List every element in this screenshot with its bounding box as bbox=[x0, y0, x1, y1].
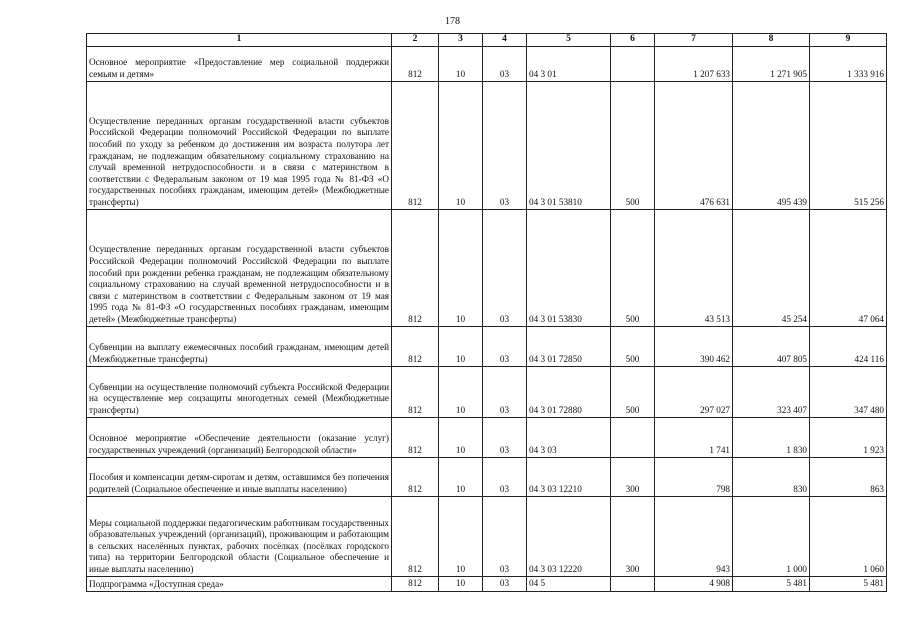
cell-subsection: 03 bbox=[483, 576, 527, 591]
cell-amount-year3: 5 481 bbox=[810, 576, 887, 591]
cell-amount-year2: 1 830 bbox=[733, 417, 810, 457]
row-description: Основное мероприятие «Предоставление мер социальной поддержки семьям и детям» bbox=[87, 46, 392, 81]
cell-section: 10 bbox=[439, 81, 483, 209]
cell-expense-type: 500 bbox=[611, 81, 655, 209]
cell-expense-type: 500 bbox=[611, 326, 655, 366]
cell-ministry-code: 812 bbox=[392, 209, 439, 326]
row-description: Субвенции на выплату ежемесячных пособий гражданам, имеющим детей (Межбюджетные трансферты) bbox=[87, 326, 392, 366]
cell-target-article: 04 3 01 72880 bbox=[527, 366, 611, 417]
cell-amount-year3: 47 064 bbox=[810, 209, 887, 326]
cell-ministry-code: 812 bbox=[392, 576, 439, 591]
cell-ministry-code: 812 bbox=[392, 46, 439, 81]
row-description: Субвенции на осуществление полномочий субъекта Российской Федерации на осуществление мер соцзащиты многодетных семей (Межбюджетные трансферты) bbox=[87, 366, 392, 417]
budget-table bbox=[86, 33, 887, 592]
cell-subsection: 03 bbox=[483, 496, 527, 576]
row-description: Подпрограмма «Доступная среда» bbox=[87, 576, 392, 591]
cell-expense-type: 300 bbox=[611, 496, 655, 576]
column-header: 7 bbox=[655, 34, 733, 47]
table-row bbox=[87, 417, 887, 457]
cell-expense-type bbox=[611, 46, 655, 81]
cell-ministry-code: 812 bbox=[392, 326, 439, 366]
column-header: 8 bbox=[733, 34, 810, 47]
cell-expense-type: 500 bbox=[611, 209, 655, 326]
cell-section: 10 bbox=[439, 366, 483, 417]
cell-amount-year3: 1 923 bbox=[810, 417, 887, 457]
cell-subsection: 03 bbox=[483, 457, 527, 496]
cell-amount-year3: 863 bbox=[810, 457, 887, 496]
cell-amount-year1: 43 513 bbox=[655, 209, 733, 326]
cell-amount-year1: 798 bbox=[655, 457, 733, 496]
cell-amount-year2: 830 bbox=[733, 457, 810, 496]
cell-section: 10 bbox=[439, 209, 483, 326]
cell-amount-year3: 1 333 916 bbox=[810, 46, 887, 81]
cell-subsection: 03 bbox=[483, 46, 527, 81]
cell-expense-type: 500 bbox=[611, 366, 655, 417]
row-description: Пособия и компенсации детям-сиротам и детям, оставшимся без попечения родителей (Социальное обеспечение и иные выплаты населению) bbox=[87, 457, 392, 496]
table-row bbox=[87, 366, 887, 417]
row-description: Меры социальной поддержки педагогическим работникам государственных образовательных учреждений (организаций), проживающим и работающим в сельских населённых пунктах, рабочих посёлках (посёлках городского типа) на территории Белгородской области (Социальное обеспечение и иные выплаты населению) bbox=[87, 496, 392, 576]
table-row bbox=[87, 209, 887, 326]
cell-expense-type bbox=[611, 576, 655, 591]
table-row bbox=[87, 46, 887, 81]
cell-subsection: 03 bbox=[483, 326, 527, 366]
cell-amount-year1: 476 631 bbox=[655, 81, 733, 209]
cell-amount-year3: 1 060 bbox=[810, 496, 887, 576]
cell-amount-year2: 495 439 bbox=[733, 81, 810, 209]
cell-amount-year2: 5 481 bbox=[733, 576, 810, 591]
cell-ministry-code: 812 bbox=[392, 496, 439, 576]
cell-target-article: 04 3 03 bbox=[527, 417, 611, 457]
cell-amount-year3: 515 256 bbox=[810, 81, 887, 209]
row-description: Осуществление переданных органам государственной власти субъектов Российской Федерации полномочий Российской Федерации по выплате пособий при рождении ребенка гражданам, не подлежащим обязательному социальному страхованию на случай временной нетрудоспособности и в связи с материнством в соответствии с Федеральным законом от 19 мая 1995 года № 81-ФЗ «О государственных пособиях гражданам, имеющим детей» (Межбюджетные трансферты) bbox=[87, 209, 392, 326]
cell-amount-year2: 1 000 bbox=[733, 496, 810, 576]
cell-ministry-code: 812 bbox=[392, 417, 439, 457]
cell-section: 10 bbox=[439, 496, 483, 576]
cell-section: 10 bbox=[439, 457, 483, 496]
cell-subsection: 03 bbox=[483, 417, 527, 457]
cell-amount-year2: 407 805 bbox=[733, 326, 810, 366]
cell-amount-year1: 1 207 633 bbox=[655, 46, 733, 81]
cell-subsection: 03 bbox=[483, 209, 527, 326]
header-row bbox=[87, 34, 887, 47]
cell-target-article: 04 3 01 53810 bbox=[527, 81, 611, 209]
column-header: 9 bbox=[810, 34, 887, 47]
cell-section: 10 bbox=[439, 576, 483, 591]
cell-amount-year3: 424 116 bbox=[810, 326, 887, 366]
cell-amount-year1: 390 462 bbox=[655, 326, 733, 366]
table-row bbox=[87, 81, 887, 209]
cell-amount-year2: 323 407 bbox=[733, 366, 810, 417]
cell-target-article: 04 3 03 12220 bbox=[527, 496, 611, 576]
cell-target-article: 04 3 01 53830 bbox=[527, 209, 611, 326]
cell-section: 10 bbox=[439, 46, 483, 81]
cell-section: 10 bbox=[439, 326, 483, 366]
cell-expense-type: 300 bbox=[611, 457, 655, 496]
cell-amount-year1: 297 027 bbox=[655, 366, 733, 417]
column-header: 4 bbox=[483, 34, 527, 47]
cell-target-article: 04 3 01 bbox=[527, 46, 611, 81]
column-header: 1 bbox=[87, 34, 392, 47]
cell-ministry-code: 812 bbox=[392, 81, 439, 209]
column-header: 2 bbox=[392, 34, 439, 47]
table-row bbox=[87, 496, 887, 576]
cell-amount-year1: 4 908 bbox=[655, 576, 733, 591]
cell-target-article: 04 3 01 72850 bbox=[527, 326, 611, 366]
cell-target-article: 04 3 03 12210 bbox=[527, 457, 611, 496]
cell-ministry-code: 812 bbox=[392, 366, 439, 417]
cell-amount-year2: 45 254 bbox=[733, 209, 810, 326]
cell-amount-year1: 1 741 bbox=[655, 417, 733, 457]
cell-amount-year1: 943 bbox=[655, 496, 733, 576]
cell-target-article: 04 5 bbox=[527, 576, 611, 591]
column-header: 6 bbox=[611, 34, 655, 47]
cell-subsection: 03 bbox=[483, 81, 527, 209]
cell-section: 10 bbox=[439, 417, 483, 457]
column-header: 3 bbox=[439, 34, 483, 47]
row-description: Осуществление переданных органам государственной власти субъектов Российской Федерации полномочий Российской Федерации по выплате пособий по уходу за ребенком до достижения им возраста полутора лет гражданам, не подлежащим обязательному социальному страхованию на случай временной нетрудоспособности и в связи с материнством в соответствии с Федеральным законом от 19 мая 1995 года № 81-ФЗ «О государственных пособиях гражданам, имеющим детей» (Межбюджетные трансферты) bbox=[87, 81, 392, 209]
table-row bbox=[87, 576, 887, 591]
cell-expense-type bbox=[611, 417, 655, 457]
cell-amount-year2: 1 271 905 bbox=[733, 46, 810, 81]
page-number: 178 bbox=[445, 16, 460, 27]
column-header: 5 bbox=[527, 34, 611, 47]
cell-amount-year3: 347 480 bbox=[810, 366, 887, 417]
cell-ministry-code: 812 bbox=[392, 457, 439, 496]
cell-subsection: 03 bbox=[483, 366, 527, 417]
table-row bbox=[87, 457, 887, 496]
row-description: Основное мероприятие «Обеспечение деятельности (оказание услуг) государственных учреждений (организаций) Белгородской области» bbox=[87, 417, 392, 457]
table-row bbox=[87, 326, 887, 366]
